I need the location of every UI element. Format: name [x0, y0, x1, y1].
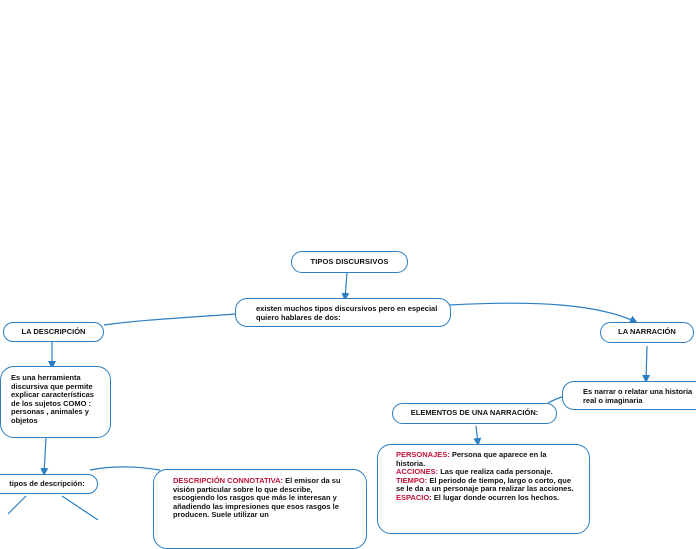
- descripcion-types-label: tipos de descripción:: [9, 478, 85, 488]
- element-item: [396, 494, 575, 503]
- connector-definition-types: [44, 438, 46, 474]
- descripcion-title: LA DESCRIPCIÓN: [21, 326, 86, 336]
- element-item: [396, 451, 575, 468]
- element-term: ACCIONES:: [396, 467, 439, 477]
- narracion-definition-text: Es narrar o relatar una historia real o imaginaria: [583, 387, 693, 405]
- connotativa-text: El emisor da su visión particular sobre lo que describe, escogiendo los rasgos que más le interesan y añadiendo las impresiones que esos rasgos le producen. Suele utilizar un: [173, 476, 341, 520]
- element-text: El periodo de tiempo, largo o corto, que se le da a un personaje para realizar las acciones.: [396, 475, 574, 494]
- connector-elements-list: [476, 426, 478, 444]
- element-item: [396, 477, 575, 494]
- connector-types-connotativa: [90, 467, 160, 470]
- narracion-node[interactable]: [600, 322, 694, 343]
- element-term: ESPACIO:: [396, 492, 432, 502]
- connector-narracion-definition: [646, 346, 647, 381]
- descripcion-types-node[interactable]: [0, 474, 98, 494]
- connector-intro-narracion: [450, 303, 636, 322]
- connector-types-child-right: [62, 496, 98, 520]
- descripcion-connotativa-node[interactable]: [153, 469, 367, 549]
- element-text: Las que realiza cada personaje.: [440, 467, 553, 477]
- narracion-definition-node[interactable]: [562, 381, 696, 410]
- connotativa-term: DESCRIPCIÓN CONNOTATIVA:: [173, 476, 283, 485]
- narracion-elements-node[interactable]: [392, 403, 557, 424]
- narracion-elements-label: ELEMENTOS DE UNA NARRACIÓN:: [410, 408, 539, 418]
- intro-text: existen muchos tipos discursivos pero en especial quiero hablares de dos:: [256, 304, 438, 322]
- descripcion-definition-node[interactable]: [0, 366, 111, 438]
- descripcion-definition-text: Es una herramienta discursiva que permite explicar características de los sujetos COMO : personas , animales y objetos: [11, 373, 94, 425]
- root-label: TIPOS DISCURSIVOS: [310, 256, 389, 266]
- narracion-title: LA NARRACIÓN: [618, 327, 676, 337]
- element-term: PERSONAJES:: [396, 450, 450, 459]
- intro-node[interactable]: [235, 298, 451, 327]
- connector-types-child-left: [8, 496, 26, 514]
- descripcion-node[interactable]: [3, 322, 104, 342]
- element-text: El lugar donde ocurren los hechos.: [433, 492, 560, 502]
- connector-intro-descripcion: [104, 314, 236, 325]
- narracion-elements-list-node[interactable]: [377, 444, 590, 534]
- root-node[interactable]: [291, 251, 408, 273]
- connector-root-intro: [345, 272, 347, 299]
- element-text: Persona que aparece en la historia.: [396, 450, 547, 468]
- element-term: TIEMPO:: [396, 475, 428, 485]
